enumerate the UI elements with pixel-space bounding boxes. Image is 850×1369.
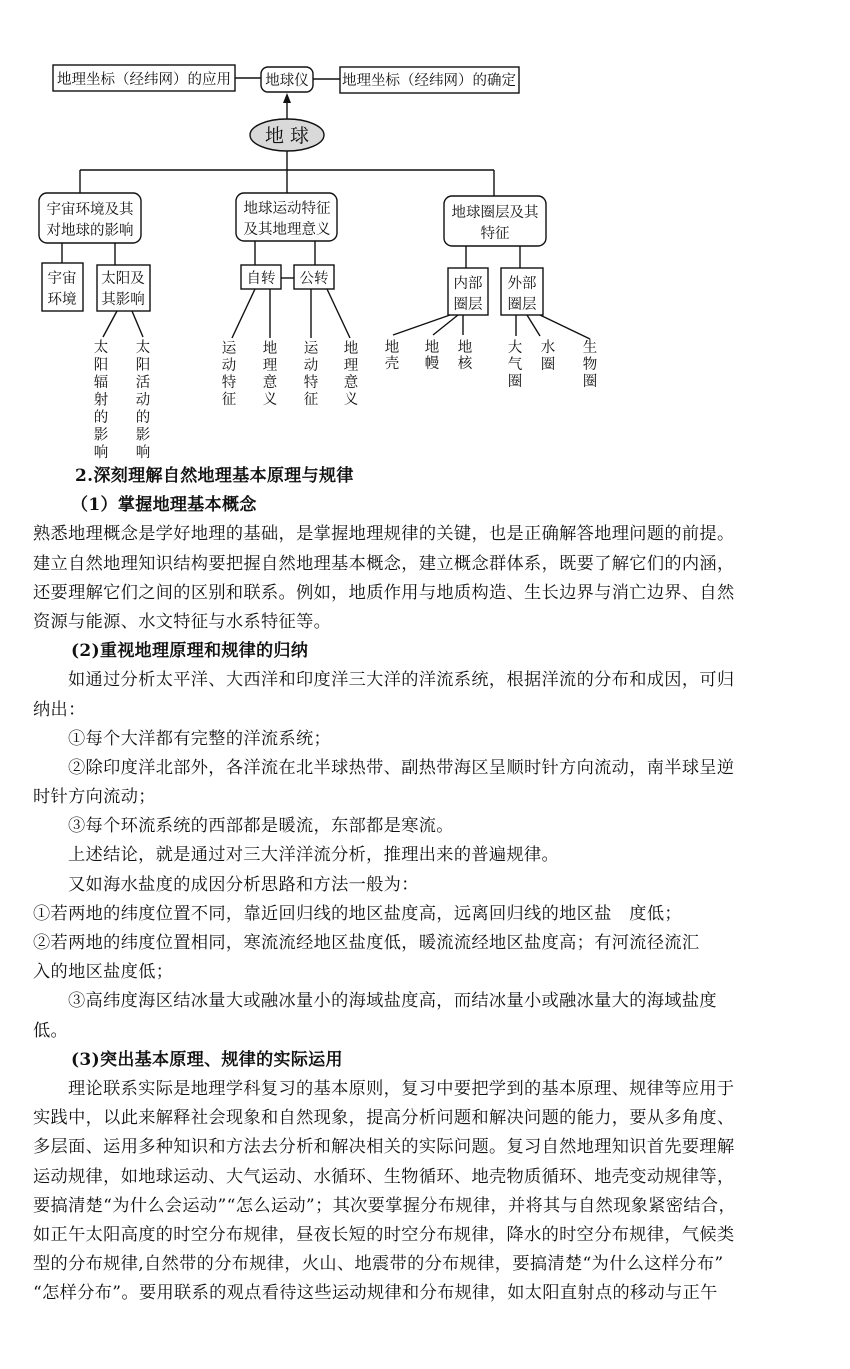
leaf-label: 生物圈 xyxy=(582,340,598,390)
leaf-label: 运动特征 xyxy=(303,341,319,408)
leaf-label: 太阳活动的影响 xyxy=(135,340,151,460)
paragraph-line: 资源与能源、水文特征与水系特征等。 xyxy=(33,611,332,632)
concept-map xyxy=(0,0,850,460)
section-title: 2.深刻理解自然地理基本原理与规律 xyxy=(75,466,354,486)
leaf-label: 太阳辐射的影响 xyxy=(93,340,109,460)
paragraph-line: 如正午太阳高度的时空分布规律，昼夜长短的时空分布规律，降水的时空分布规律，气候类 xyxy=(33,1224,735,1245)
paragraph-line: 实践中，以此来解释社会现象和自然现象，提高分析问题和解决问题的能力，要从多角度、 xyxy=(33,1108,735,1129)
paragraph-line: 建立自然地理知识结构要把握自然地理基本概念，建立概念群体系，既要了解它们的内涵， xyxy=(33,553,735,574)
branch-2-line-1: 地球运动特征 xyxy=(243,201,331,217)
paragraph-line: 入的地区盐度低； xyxy=(33,962,174,983)
document-body xyxy=(33,462,803,1308)
leaf-label: 水圈 xyxy=(540,340,556,373)
paragraph-line: 型的分布规律,自然带的分布规律，火山、地震带的分布规律，要搞清楚“为什么这样分布” xyxy=(33,1254,724,1275)
child-sun-2: 其影响 xyxy=(101,292,145,308)
branch-2-line-2: 及其地理意义 xyxy=(243,222,331,238)
child-universe-2: 环境 xyxy=(47,292,77,308)
paragraph-line: 纳出： xyxy=(33,699,86,720)
paragraph-line: 还要理解它们之间的区别和联系。例如，地质作用与地质构造、生长边界与消亡边界、自然 xyxy=(33,582,735,603)
child-revolution: 公转 xyxy=(299,271,329,287)
paragraph-line: 理论联系实际是地理学科复习的基本原则，复习中要把学到的基本原理、规律等应用于 xyxy=(68,1078,735,1099)
child-outer-1: 外部 xyxy=(507,276,537,292)
paragraph-line: 时针方向流动； xyxy=(33,787,156,808)
top-left-label: 地理坐标（经纬网）的应用 xyxy=(57,72,231,88)
paragraph-line: 低。 xyxy=(33,1020,69,1041)
leaf-label: 地理意义 xyxy=(343,341,359,408)
paragraph-line: 又如海水盐度的成因分析思路和方法一般为： xyxy=(68,874,419,895)
child-universe-1: 宇宙 xyxy=(47,271,77,287)
list-item: ②若两地的纬度位置相同，寒流流经地区盐度低，暖流流经地区盐度高；有河流径流汇 xyxy=(33,933,700,953)
branch-1-line-1: 宇宙环境及其 xyxy=(46,202,134,218)
list-item: ③高纬度海区结冰量大或融冰量小的海域盐度高，而结冰量小或融冰量大的海域盐度 xyxy=(68,991,717,1012)
subsection-3-title: (3)突出基本原理、规律的实际运用 xyxy=(71,1049,343,1070)
list-item: ②除印度洋北部外，各洋流在北半球热带、副热带海区呈顺时针方向流动，南半球呈逆 xyxy=(68,757,735,778)
list-item: ①每个大洋都有完整的洋流系统； xyxy=(68,728,332,749)
subsection-2-title: (2)重视地理原理和规律的归纳 xyxy=(71,641,309,662)
paragraph-line: 如通过分析太平洋、大西洋和印度洋三大洋的洋流系统，根据洋流的分布和成因，可归 xyxy=(68,670,735,691)
top-right-label: 地理坐标（经纬网）的确定 xyxy=(342,73,516,89)
child-inner-2: 圈层 xyxy=(453,297,483,313)
leaf-label: 地理意义 xyxy=(262,341,278,408)
leaf-label: 地壳 xyxy=(384,340,400,372)
branch-3-line-2: 特征 xyxy=(480,226,510,242)
child-inner-1: 内部 xyxy=(453,276,483,292)
child-rotation: 自转 xyxy=(246,271,276,287)
paragraph-line: 熟悉地理概念是学好地理的基础，是掌握地理规律的关键，也是正确解答地理问题的前提。 xyxy=(33,524,735,545)
list-item: ③每个环流系统的西部都是暖流，东部都是寒流。 xyxy=(68,816,454,837)
branch-3-line-1: 地球圈层及其 xyxy=(451,205,539,221)
paragraph-line: 多层面、运用多种知识和方法去分析和解决相关的实际问题。复习自然地理知识首先要理解 xyxy=(33,1137,735,1158)
child-outer-2: 圈层 xyxy=(507,297,537,313)
leaf-label: 运动特征 xyxy=(221,341,237,408)
root-label: 地 球 xyxy=(264,125,310,147)
subsection-1-title: （1）掌握地理基本概念 xyxy=(71,495,257,516)
leaf-labels xyxy=(94,339,598,460)
paragraph-line: 运动规律，如地球运动、大气运动、水循环、生物循环、地壳物质循环、地壳变动规律等， xyxy=(33,1166,735,1187)
leaf-label: 大气圈 xyxy=(507,340,523,390)
paragraph-line: 要搞清楚“为什么会运动”“怎么运动”；其次要掌握分布规律，并将其与自然现象紧密结合， xyxy=(33,1195,736,1216)
leaf-label: 地幔 xyxy=(424,340,440,372)
branch-1-line-2: 对地球的影响 xyxy=(46,223,134,239)
child-sun-1: 太阳及 xyxy=(101,271,145,287)
arrow-up-icon xyxy=(283,93,291,103)
list-item: ①若两地的纬度位置不同，靠近回归线的地区盐度高，远离回归线的地区盐 度低； xyxy=(33,903,682,924)
globe-tool-label: 地球仪 xyxy=(265,73,309,89)
paragraph-line: “怎样分布”。要用联系的观点看待这些运动规律和分布规律，如太阳直射点的移动与正午 xyxy=(33,1283,718,1304)
leaf-label: 地核 xyxy=(457,340,473,372)
paragraph-line: 上述结论，就是通过对三大洋洋流分析，推理出来的普遍规律。 xyxy=(68,845,560,866)
